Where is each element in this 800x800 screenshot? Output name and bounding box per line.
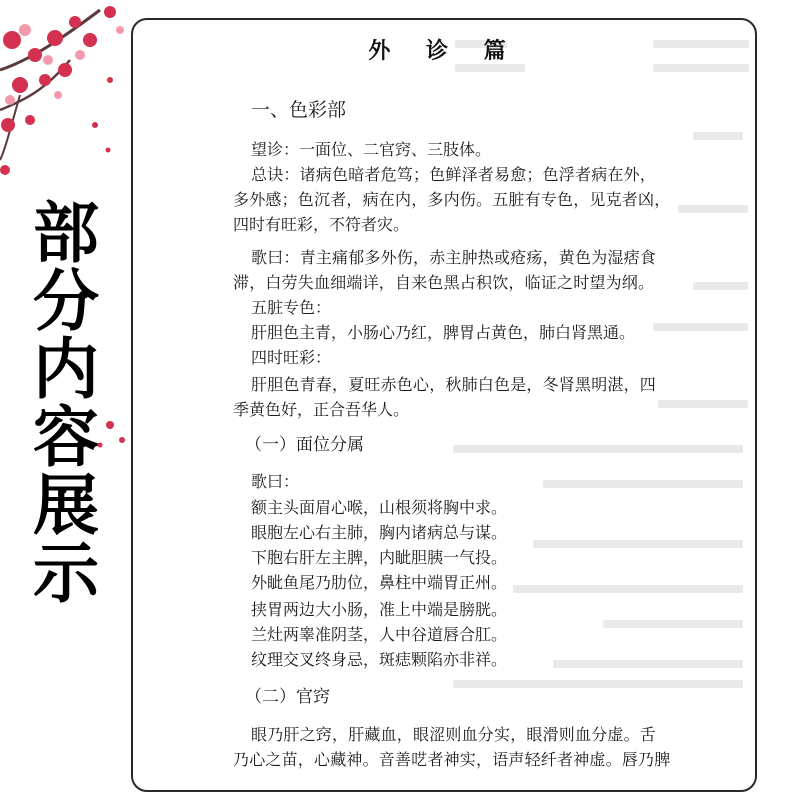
paragraph: 肝胆色青春，夏旺赤色心，秋肺白色是，冬肾黑明湛，四: [251, 375, 657, 394]
paragraph: 乃心之苗，心藏神。音善呓者神实，语声轻纤者神虚。唇乃脾: [233, 750, 671, 769]
paragraph: 四时旺彩：: [251, 348, 332, 367]
verse-line: 兰灶两睾准阴茎，人中谷道唇合肛。: [251, 625, 508, 644]
caption-char: 容: [33, 399, 99, 476]
paragraph: 季黄色好，正合吾华人。: [233, 400, 410, 419]
caption-char: 示: [33, 535, 99, 612]
caption-char: 部: [33, 195, 99, 272]
subsection-heading: （二）官窍: [245, 687, 330, 707]
paragraph: 望诊：一面位、二官窍、三肢体。: [251, 140, 492, 159]
paragraph: 眼乃肝之窍，肝藏血，眼涩则血分实，眼滑则血分虚。舌: [251, 725, 657, 744]
caption-char: 内: [33, 331, 99, 408]
verse-line: 下胞右肝左主脾，内眦胆胰一气投。: [251, 548, 508, 567]
verse-line: 纹理交叉终身忌，斑痣颗陷亦非祥。: [251, 650, 508, 669]
paragraph: 四时有旺彩，不符者灾。: [233, 215, 410, 234]
caption-char: 分: [33, 263, 99, 340]
paragraph: 肝胆色主青，小肠心乃红，脾胃占黄色，肺白肾黑通。: [251, 323, 636, 342]
book-page: [131, 18, 757, 792]
verse-line: 外眦鱼尾乃肋位，鼻柱中端胃正州。: [251, 573, 508, 592]
caption-char: 展: [33, 467, 99, 544]
paragraph: 滞，白劳失血细端详，自来色黑占积饮，临证之时望为纲。: [233, 273, 655, 292]
vertical-caption: [18, 195, 114, 612]
section-heading: 一、色彩部: [251, 99, 347, 121]
subsection-heading: （一）面位分属: [245, 435, 364, 455]
paragraph: 多外感；色沉者，病在内，多内伤。五脏有专色，见克者凶，: [233, 190, 671, 209]
paragraph: 总诀：诸病色暗者危笃；色鲜泽者易愈；色浮者病在外，: [251, 165, 657, 184]
paragraph: 五脏专色：: [251, 298, 332, 317]
paragraph: 歌曰：青主痛郁多外伤，赤主肿热或疮疡，黄色为湿痞食: [251, 248, 657, 267]
verse-line: 眼胞左心右主肺，胸内诸病总与谋。: [251, 523, 508, 542]
verse-line: 挟胃两边大小肠，准上中端是膀胱。: [251, 600, 508, 619]
paragraph: 歌曰：: [251, 472, 300, 491]
page-body: [133, 20, 755, 790]
verse-line: 额主头面眉心喉，山根须将胸中求。: [251, 498, 508, 517]
page-title: 外 诊 篇: [368, 38, 520, 64]
